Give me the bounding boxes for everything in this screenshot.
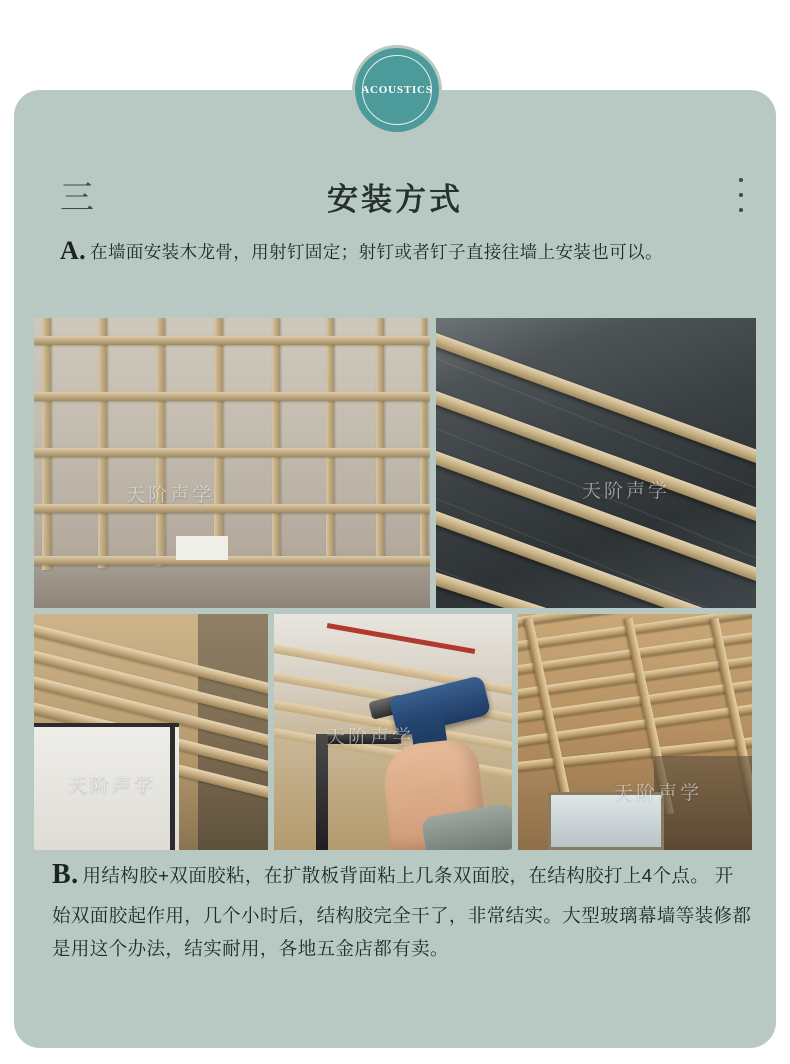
section-header [14, 170, 776, 220]
photo-watermark: 天阶声学 [582, 481, 671, 502]
step-a-text: 在墙面安装木龙骨，用射钉固定；射钉或者钉子直接往墙上安装也可以。 [90, 242, 663, 262]
photo-drill-fastening-battens [274, 614, 512, 850]
photo-row-1 [34, 318, 756, 608]
photo-grid [34, 318, 756, 850]
photo-ceiling-joist-grid [518, 614, 752, 850]
step-b-marker: B. [52, 859, 79, 890]
page-title: 安装方式 [327, 182, 463, 217]
photo-dark-panel-diagonal-battens [436, 318, 756, 608]
photo-row-2 [34, 614, 756, 850]
photo-ceiling-battens-white-wall [34, 614, 268, 850]
step-b-text: 用结构胶+双面胶粘，在扩散板背面粘上几条双面胶，在结构胶打上4个点。 开始双面胶起作用，几个小时后，结构胶完全干了，非常结实。大型玻璃幕墙等装修都是用这个办法，结实耐用，各地五金店都有卖。 [52, 865, 752, 959]
content-card [14, 90, 776, 1048]
step-a-marker: A. [60, 236, 87, 265]
photo-watermark: 天阶声学 [68, 775, 157, 796]
photo-watermark: 天阶声学 [614, 783, 703, 804]
step-b-paragraph [52, 850, 752, 966]
section-number: 三 [60, 180, 95, 217]
more-vertical-icon[interactable] [738, 178, 744, 212]
brand-badge-ring [362, 55, 432, 125]
photo-watermark: 天阶声学 [126, 485, 215, 506]
photo-watermark: 天阶声学 [326, 727, 415, 748]
brand-badge-label: ACOUSTICS [361, 84, 433, 96]
photo-wall-wood-frame-grid [34, 318, 430, 608]
step-a-paragraph [60, 230, 750, 272]
brand-badge [355, 48, 439, 132]
